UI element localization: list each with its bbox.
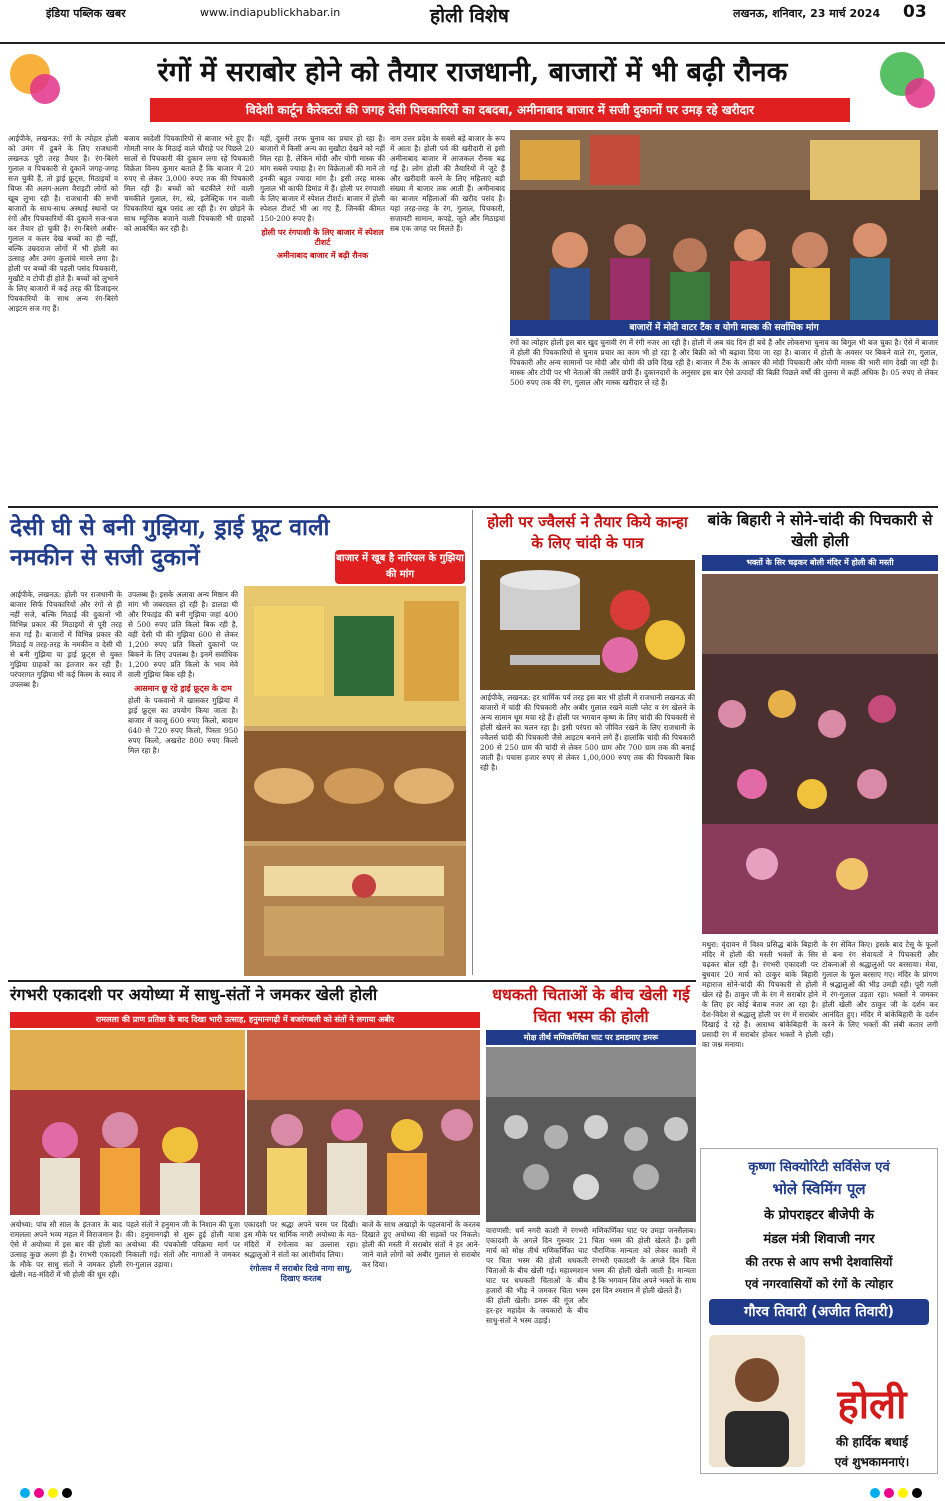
column-rule <box>472 510 473 975</box>
paper-name: इंडिया पब्लिक खबर <box>46 7 126 20</box>
market-photo-caption: बाजारों में मोदी वाटर टैंक व योगी मास्क की सर्वाधिक मांग <box>510 320 938 336</box>
ayodhya-column-3: एकादशी पर श्रद्धा अपने चरम पर दिखी। इस मौके पर धार्मिक नगरी अयोध्या के मठ-मंदिरों में रंगोत्सव का उल्लास रहा। श्रद्धालुओं ने संतों का आशीर्वाद लिया। रंगोत्सव में सराबोर दिखे नागा साधु, दिखाए करतब <box>244 1220 358 1283</box>
ad-line-4: मंडल मंत्री शिवाजी नगर <box>763 1232 875 1247</box>
registration-mark <box>870 1488 880 1498</box>
gujhiya-subheading: आसमान छू रहे ड्राई फ्रूट्स के दाम <box>134 683 232 693</box>
banke-caption: भक्तों के सिर चढ़कर बोली मंदिर में होली की मस्ती <box>702 555 938 571</box>
registration-mark <box>884 1488 894 1498</box>
gujhiya-column-1: आईपीके, लखनऊ: होली पर राजधानी के बाजार सिर्फ पिचकारियों और रंगों से ही नहीं सजे, बल्कि मिठाई की दुकानों भी विभिन्न प्रकार की मिठाइयों से पूरी तरह सज गई हैं। बाजारों में विभिन्न प्रकार की मिठाई व तरह-तरह के नमकीन व देसी घी से बनी गुझिया या ड्राई फ्रूट्स से युक्त गुझिया ग्राहकों का इंतजार कर रही हैं। परंपरागत गुझिया भी कई किस्म के स्वाद में उपलब्ध है। <box>10 590 122 689</box>
ad-holi-word: होली <box>837 1381 907 1428</box>
lead-subhead: विदेशी कार्टून कैरेक्टरों की जगह देसी पिचकारियों का दबदबा, अमीनाबाद बाजार में सजी दुकानों पर उमड़ रहे खरीदार <box>150 98 850 122</box>
lead-subheading: होली पर रंगपाशी के लिए बाजार में स्पेशल टीशर्ट <box>261 227 384 247</box>
temple-crowd-photo <box>702 574 938 934</box>
dateline: लखनऊ, शनिवार, 23 मार्च 2024 <box>733 7 881 20</box>
ad-line-1: कृष्णा सिक्योरिटी सर्विसेज एवं <box>748 1160 890 1175</box>
section-title: होली विशेष <box>430 5 509 27</box>
masan-subhead: मोक्ष तीर्थ मणिकर्णिका घाट पर डमडमाए डमरू <box>486 1030 696 1045</box>
ad-line-3: के प्रोपराइटर बीजेपी के <box>764 1208 874 1223</box>
ad-line-7: की हार्दिक बधाई <box>835 1435 909 1449</box>
silver-pots-illustration <box>480 560 695 690</box>
registration-mark <box>62 1488 72 1498</box>
section-divider <box>8 980 696 982</box>
lead-subheading: अमीनाबाद बाजार में बढ़ी रौनक <box>276 250 369 260</box>
ad-line-5: की तरफ से आप सभी देशवासियों <box>745 1255 893 1269</box>
ad-person-name: गौरव तिवारी (अजीत तिवारी) <box>709 1299 929 1325</box>
lead-head <box>0 44 945 130</box>
masan-photo <box>486 1047 696 1222</box>
ayodhya-subheading: रंगोत्सव में सराबोर दिखे नागा साधु, दिखाए करतब <box>249 1263 353 1283</box>
lead-headline: रंगों में सराबोर होने को तैयार राजधानी, बाजारों में भी बढ़ी रौनक <box>157 57 788 88</box>
ayodhya-headline: रंगभरी एकादशी पर अयोध्या में साधु-संतों ने जमकर खेली होली <box>10 985 378 1004</box>
section-divider <box>8 506 938 508</box>
registration-mark <box>20 1488 30 1498</box>
website-link[interactable]: www.indiapublickhabar.in <box>200 6 341 19</box>
silver-items-photo <box>480 560 695 690</box>
jewellers-body: आईपीके, लखनऊ: हर धार्मिक पर्व तरह इस बार भी होली में राजधानी लखनऊ की बाजारों में चांदी की पिचकारी और अबीर गुलाल रखने वाली प्लेट व रंग खेलने के अन्य सामान धूम मचा रहे हैं। होली पर भगवान कृष्ण के लिए चांदी की पिचकारी से होली खेलने का चलन रहा है। इसी परंपरा को जीवित रखने के लिए राजधानी के ज्वैलर्स चांदी की पिचकारी जैसे आइटम बनाने लगे हैं। हालांकि चांदी की पिचकारी 200 से 250 ग्राम की चांदी से लेकर 500 ग्राम और 700 ग्राम तक की बनाई जाती हैं। पचास हजार रुपए से लेकर 1,00,000 रुपए तक की पिचकारी बिक रही है। <box>480 693 695 772</box>
ad-line-6: एवं नगरवासियों को रंगों के त्योहार <box>745 1277 893 1291</box>
temple-crowd-illustration <box>702 574 938 934</box>
person-silhouette-icon <box>709 1335 805 1467</box>
registration-mark <box>34 1488 44 1498</box>
lead-column-3: यहीं, दूसरी तरफ चुनाव का प्रचार हो रहा है। बाजारों में किसी अन्य का मुखौटा देखने को नहीं मिल रहा है, लेकिन मोदी और योगी मास्क की मांग सबसे ज्यादा है। रंग विक्रेताओं की मानें तो इनकी बहुत ज्यादा मांग है। इसी तरह मास्क गुलाल भी काफी डिमांड में हैं। होली पर रंगपाशी के लिए बाजार में स्पेशल टीशर्ट। बाजार में होली स्पेशल टीशर्ट भी आ गए हैं, जिनकी कीमत 150-200 रुपए है। होली पर रंगपाशी के लिए बाजार में स्पेशल टीशर्ट अमीनाबाद बाजार में बढ़ी रौनक <box>260 134 385 260</box>
sweets-photo <box>244 586 466 976</box>
lead-column-1: आईपीके, लखनऊ: रंगों के त्योहार होली को उमंग में डूबने के लिए राजधानी लखनऊ पूरी तरह तैयार है। रंग-बिरंगे गुलाल व पिचकारी से दुकानें जगह-जगह सज चुकी हैं, तो ड्राई फ्रूट्स, मिठाइयों व चिप्स की अलग-अलग वैराइटी लोगों को खूब लुभा रही है। राजधानी की सभी बाजारों के साथ-साथ अस्थाई स्थानों पर रंगों और पिचकारियों की दुकानें सज-धज कर तैयार हो चुकी हैं। रंग-बिरंगे अबीर-गुलाल व कलर देख बच्चों का ही नहीं, बल्कि उम्रदराज लोगों में भी होली का उत्साह और उमंग कुलांचे मारने लगा है। होली पर बच्चों की पहली पसंद पिचकारी, मुखौटे व टोपी ही होते हैं। बच्चों को लुभाने के लिए बाजारों में कई तरह की डिजाइनर पिचकारियों के साथ अन्य रंग-बिरंगे आइटम सज गए हैं। <box>8 134 118 313</box>
lead-column-4: नाम उत्तर प्रदेश के सबसे बड़े बाजार के रूप में आता है। होली पर्व की खरीदारी से इसी अमीनाबाद बाजार में आजकल रौनक बढ़ गई है। लोग होली की तैयारियों में जुटे हैं और खरीदारी करने के लिए महिलाएं बड़ी संख्या में बाजार तक आती हैं। अमीनाबाद का बाजार महिलाओं की खरीद पसंद है। यहां तरह-तरह के रंग, गुलाल, पिचकारी, सजावटी सामान, कपड़े, जूते और मिठाइयां सब एक जगह पर मिलते हैं। <box>390 134 505 233</box>
ad-portrait <box>709 1335 805 1467</box>
market-photo <box>510 130 938 320</box>
banke-column-2: के रंग सेवित किए। इसके बाद टेसू के फूलों से बना रंग सेवायतों ने पिचकारी और टोकनाओं से श्रद्धालुओं पर बरसाया। मेवा, गुलाल के फूल बरसाए गए। मंदिर के प्रांगण में श्रद्धालुओं की भीड़ उमड़ी रही। पूरी गली में रंग-गुलाल उड़ता रहा। भक्तों ने जमकर होली खेली और ठाकुर जी के दर्शन कर आनंदित हुए। मंदिर में बांकेबिहारी के दर्शन करने के लिए भक्तों की लंबी कतार लगी रही। <box>822 940 938 1039</box>
sweets-shop-illustration <box>244 586 466 976</box>
ayodhya-subhead: रामलला की प्राण प्रतिष्ठा के बाद दिखा भारी उत्साह, हनुमानगढ़ी में बजरंगबली को संतों ने लगाया अबीर <box>10 1012 480 1028</box>
gujhiya-badge: बाजार में खूब है नारियल के गुझिया की मांग <box>335 550 465 584</box>
ayodhya-column-1: अयोध्या: पांच सौ साल के इंतजार के बाद रामलला अपने भव्य महल में विराजमान हैं। ऐसे में अयोध्या में इस बार की होली का उत्साह कुछ अलग ही है। रंगभरी एकादशी के मौके पर साधु संतों ने जमकर होली खेली। मठ-मंदिरों में भी होली की धूम रही। <box>10 1220 122 1279</box>
gujhiya-headline: देसी घी से बनी गुझिया, ड्राई फ्रूट वाली नमकीन से सजी दुकानें <box>10 514 330 571</box>
lead-column-2: बजाय स्वदेशी पिचकारियों से बाजार भरे हुए हैं। गोमती नगर के मिठाई वाले चौराहे पर पिछले 20 सालों से पिचकारी की दुकान लगा रहे पिचकारी विक्रेता विनय कुमार बताते हैं कि बाजार में 20 रुपए से लेकर 3,000 रुपए तक की पिचकारी मिल रही हैं। बच्चों को चटकीले रंगों वाली चमकीले गुलाल, रंग, स्प्रे, इलेक्ट्रिक गन वाली पिचकारियां खूब पसंद आ रही हैं। रंग छोड़ने के साथ म्यूजिक बजाने वाली पिचकारी भी ग्राहकों को आकर्षित कर रही है। <box>124 134 254 233</box>
lead-column-5: रंगों का त्योहार होली इस बार खुद चुनावी रंग में रंगी नजर आ रही है। होली में अब चंद दिन ही बचे हैं और लोकसभा चुनाव का बिगुल भी बज चुका है। ऐसे में बाजार में होली की पिचकारियों से चुनाव प्रचार का काम भी हो रहा है और बिक्री को भी बढ़ावा दिया जा रहा है। बाजार में होली के अवसर पर बिकने वाले रंग, गुलाल, पिचकारी और अन्य सामानों पर मोदी और योगी की छवि दिख रही है। बाजार में टैंक के आकार की मोदी पिचकारी और योगी मास्क की भारी मांग देखी जा रही है। मास्क और टोपी पर भी नेताओं की तस्वीरें छपी हैं। दुकानदारों के अनुसार इस बार ऐसे उत्पादों की बिक्री पिछले वर्षों की तुलना में कहीं अधिक है। 05 रुपए से लेकर 500 रुपए तक की रंग, गुलाल और मास्क खरीदार ले रहे हैं। <box>510 338 938 387</box>
ayodhya-photo-1 <box>10 1030 245 1215</box>
greeting-advertisement <box>700 1148 938 1474</box>
ayodhya-column-2: पहले संतों ने हनुमान जी के निशान की पूजा की। हनुमानगढ़ी से शुरू हुई होली यात्रा अयोध्या की पंचकोसी परिक्रमा मार्ग पर निकाली गई। संतों और नागाओं ने जमकर रंग-गुलाल उड़ाया। <box>126 1220 240 1269</box>
gujhiya-column-2: उपलब्ध हैं। इसके अलावा अन्य मिष्ठान की मांग भी जबरदस्त हो रही है। डालडा घी और रिफाइंड की बनी गुझिया जहां 400 से 500 रुपए प्रति किलो बिक रही है, वहीं देसी घी की गुझिया 600 से लेकर 1,200 रुपए प्रति किलो दुकानों पर बिकने के लिए उपलब्ध है। इनमें सर्वाधिक 1,200 रुपए प्रति किलो के भाव मेवे वाली गुझिया बिक रही है। आसमान छू रहे ड्राई फ्रूट्स के दाम होली के पकवानों में खासकर गुझिया में ड्राई फ्रूट्स का उपयोग किया जाता है। बाजार में काजू 600 रुपए किलो, बादाम 640 से 720 रुपए किलो, पिस्ता 950 रुपए किलो, अखरोट 800 रुपए किलो मिल रहा है। <box>128 590 238 755</box>
masan-headline: धधकती चिताओं के बीच खेली गई चिता भस्म की होली <box>492 985 690 1026</box>
jewellers-headline: होली पर ज्वैलर्स ने तैयार किये कान्हा के लिए चांदी के पात्र <box>487 513 688 552</box>
banke-column-1: मथुरा: वृंदावन में विश्व प्रसिद्ध बांके बिहारी मंदिर में होली की मस्ती भक्तों के सिर चढ़कर बोल रही है। रंगभरी एकादशी पर बुधवार 20 मार्च को ठाकुर बांके बिहारी महाराज सोने-चांदी की पिचकारी से होली खेल रहे हैं। ठाकुर जी के रंग में सराबोर होने के लिए हर कोई बेताब नजर आ रहा है। देश-विदेश से श्रद्धालु होली पर रंग में सराबोर दिखाई दे रहे हैं। आराध्य बांकेबिहारी के प्रसादी रंग में सराबोर होकर भक्तों ने होली का जश्न मनाया। <box>702 940 818 1049</box>
masan-column-2: मणिकर्णिका घाट पर उमड़ा जनसैलाब। चिता भस्म की होली खेलते हैं। इसी पौराणिक मान्यता को लेकर काशी में रंगभरी एकादशी के अगले दिन चिता भस्म की होली खेली जाती है। मान्यता है कि भगवान शिव अपने भक्तों के साथ इस दिन श्मशान में होली खेलते हैं। <box>592 1226 696 1295</box>
registration-mark <box>48 1488 58 1498</box>
ayodhya-column-4: बाजे के साथ अखाड़ों के पहलवानों के करतब दिखाते हुए अयोध्या की सड़कों पर निकले। होली की मस्ती में सराबोर संतों ने हर आने-जाने वाले लोगों को अबीर गुलाल से सराबोर कर दिया। <box>362 1220 480 1269</box>
registration-mark <box>898 1488 908 1498</box>
masan-column-1: वाराणसी: धर्म नगरी काशी में रंगभरी एकादशी के अगले दिन गुरुवार 21 मार्च को मोक्ष तीर्थ मणिकर्णिका घाट पर चिता भस्म की होली धधकती चिताओं के बीच खेली गई। महाश्मशान घाट पर धधकती चिताओं के बीच हजारों की भीड़ ने जमकर चिता भस्म की होली खेली। डमरू की गूंज और हर-हर महादेव के जयकारों के बीच साधु-संतों ने भस्म उड़ाई। <box>486 1226 588 1325</box>
market-crowd-illustration <box>510 130 938 320</box>
page-header <box>0 0 945 44</box>
temple-holi-illustration <box>10 1030 245 1215</box>
page-number: 03 <box>903 2 927 22</box>
registration-mark <box>912 1488 922 1498</box>
saints-holi-illustration <box>247 1030 480 1215</box>
ghat-crowd-illustration <box>486 1047 696 1222</box>
ayodhya-photo-2 <box>247 1030 480 1215</box>
ad-line-8: एवं शुभकामनाएं। <box>834 1455 910 1469</box>
ad-line-2: भोले स्विमिंग पूल <box>772 1180 866 1198</box>
banke-headline: बांके बिहारी ने सोने-चांदी की पिचकारी से खेली होली <box>707 511 933 550</box>
